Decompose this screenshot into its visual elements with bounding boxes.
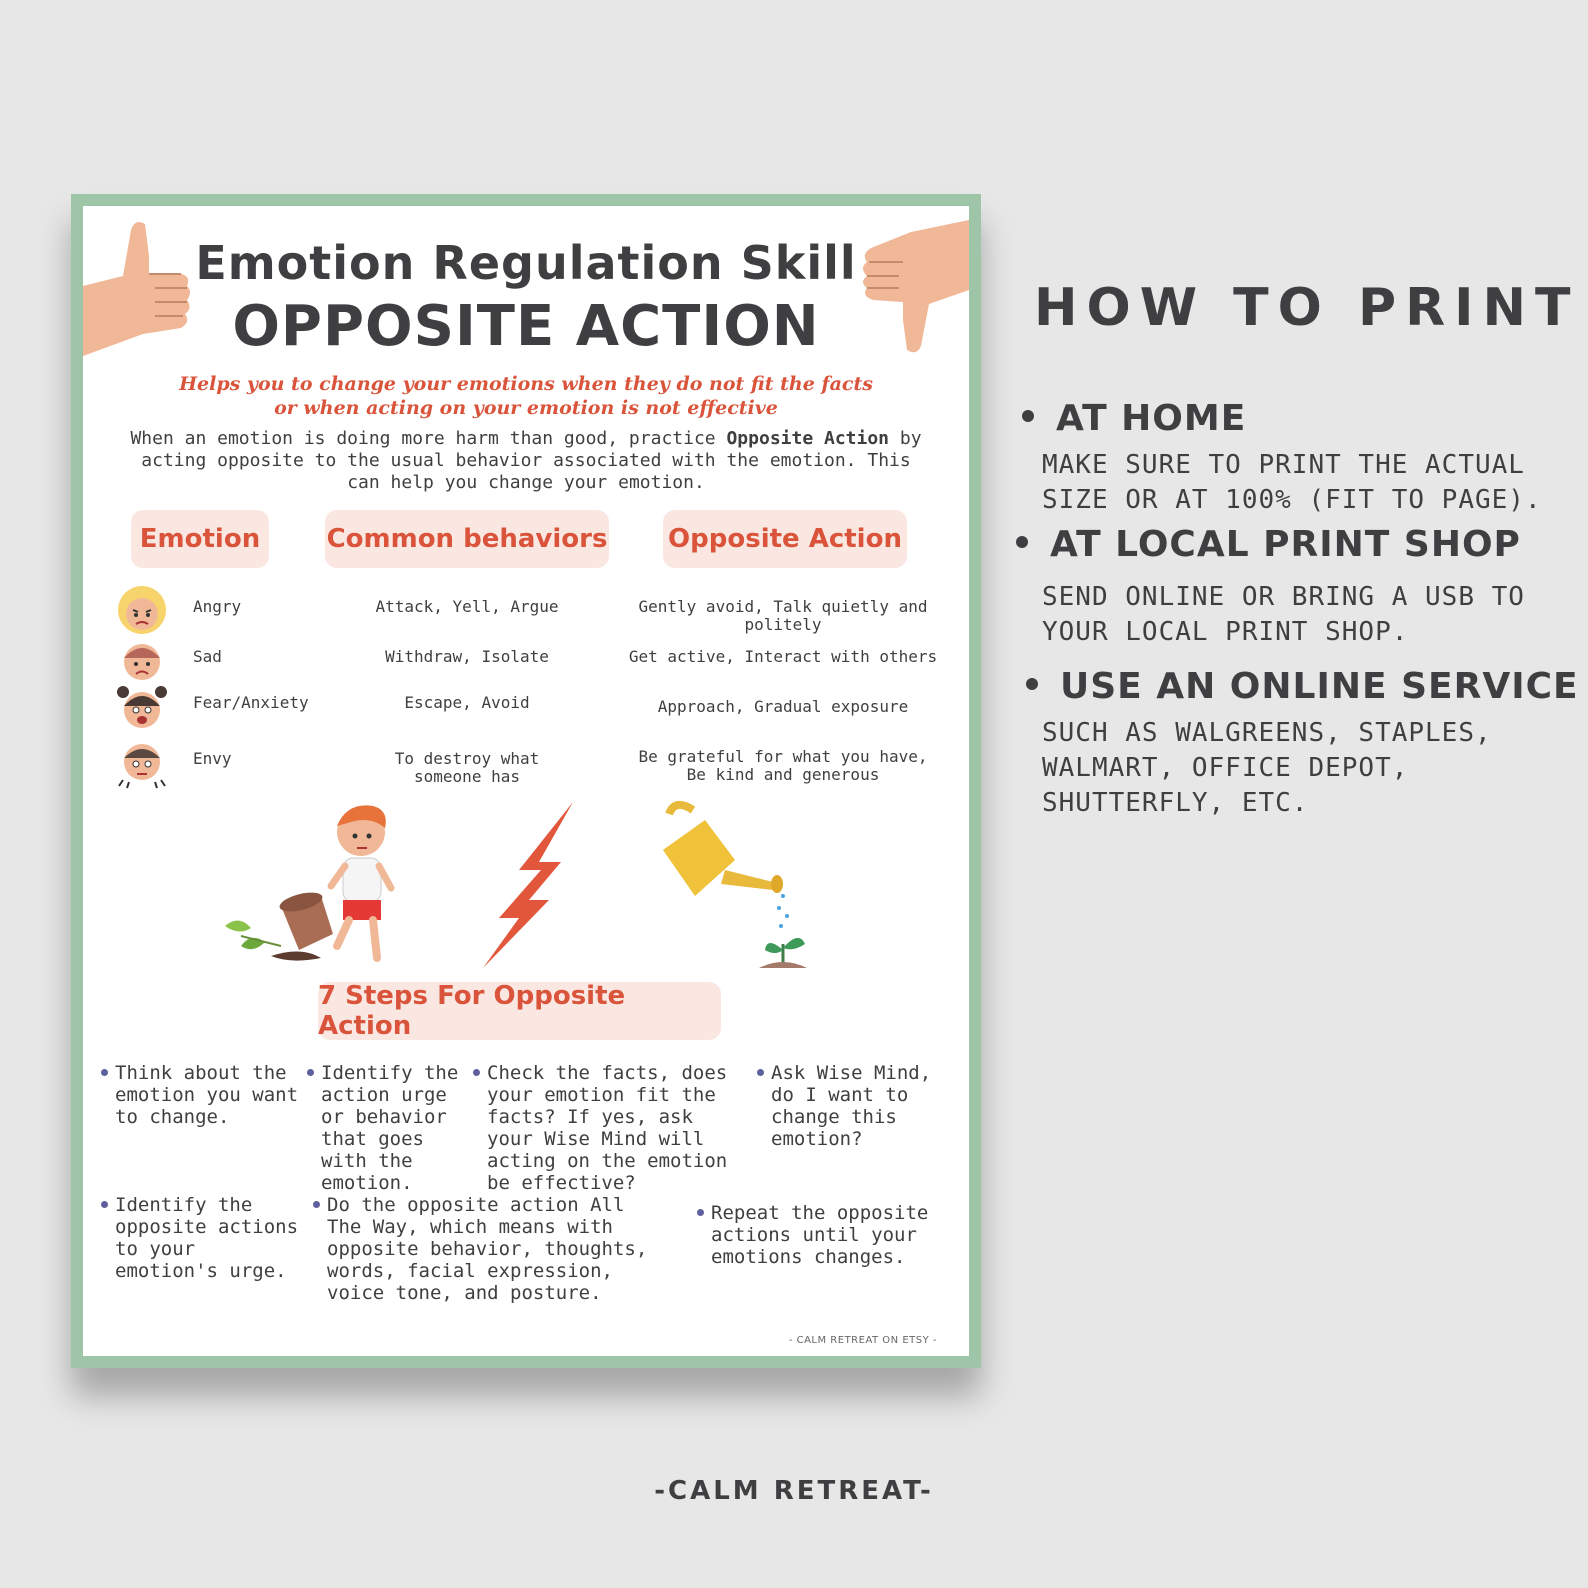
how-to-print-title: HOW TO PRINT (1034, 278, 1580, 338)
step-item (313, 1194, 653, 1304)
opposite-line: Be kind and generous (686, 765, 880, 784)
opposite-cell: Gently avoid, Talk quietly and politely (638, 597, 928, 634)
behavior-line: To destroy what (394, 749, 540, 768)
bullet-icon (313, 1201, 320, 1208)
step-text: Identify the action urge or behavior that goes with the emotion. (321, 1062, 459, 1194)
emotion-label: Fear/Anxiety (193, 693, 309, 712)
poster-frame (71, 194, 981, 1368)
lightning-bolt-icon (479, 800, 579, 970)
print-option-home-text (1042, 448, 1542, 518)
emotion-label: Sad (193, 647, 222, 666)
behavior-cell: Attack, Yell, Argue (375, 597, 559, 616)
behavior-cell: Withdraw, Isolate (385, 647, 549, 666)
step-item (101, 1194, 301, 1282)
step-item (757, 1062, 947, 1150)
subtitle-line: Helps you to change your emotions when they do not fit the facts (179, 373, 873, 395)
subtitle-line: or when acting on your emotion is not effective (274, 397, 778, 419)
behavior-cell: Escape, Avoid (404, 693, 530, 712)
intro-text: When an emotion is doing more harm than good, practice (130, 428, 727, 449)
emotion-label: Envy (193, 749, 232, 768)
step-text: Check the facts, does your emotion fit the facts? If yes, ask your Wise Mind will acting on the emotion be effective? (487, 1062, 728, 1194)
step-text: Repeat the opposite actions until your emotions changes. (711, 1202, 929, 1268)
print-option-title: AT HOME (1056, 398, 1247, 439)
bullet-icon (1016, 536, 1028, 548)
print-option-line: SUCH AS WALGREENS, STAPLES, (1042, 718, 1492, 748)
print-option-line: MAKE SURE TO PRINT THE ACTUAL (1042, 450, 1525, 480)
envy-face-icon (107, 736, 177, 792)
print-option-title: USE AN ONLINE SERVICE (1060, 666, 1579, 707)
step-text: Think about the emotion you want to change. (115, 1062, 299, 1128)
bullet-icon (101, 1201, 108, 1208)
opposite-cell: Get active, Interact with others (628, 647, 938, 666)
opposite-line: Be grateful for what you have, (638, 747, 928, 766)
column-header-opposite: Opposite Action (663, 510, 907, 568)
intro-text: by acting opposite to the usual behavior associated with the emotion. This can help you change your emotion. (141, 428, 922, 493)
bullet-icon (1022, 410, 1034, 422)
emotion-label: Angry (193, 597, 242, 616)
poster-subtitle (163, 372, 889, 420)
bullet-icon (697, 1209, 704, 1216)
column-header-behaviors: Common behaviors (325, 510, 609, 568)
bullet-icon (1026, 678, 1038, 690)
opposite-cell: Approach, Gradual exposure (657, 697, 909, 716)
behavior-line: someone has (414, 767, 520, 786)
print-option-shop (1016, 524, 1521, 565)
print-option-title: AT LOCAL PRINT SHOP (1050, 524, 1521, 565)
step-text: Do the opposite action All The Way, which means with opposite behavior, thoughts, words, facial expression, voice tone, and posture. (327, 1194, 648, 1304)
print-option-online-text (1042, 716, 1492, 821)
step-text: Ask Wise Mind, do I want to change this emotion? (771, 1062, 932, 1150)
step-item (473, 1062, 749, 1194)
bullet-icon (473, 1069, 480, 1076)
angry-face-icon (107, 584, 177, 640)
scared-face-icon (107, 680, 177, 736)
print-option-shop-text (1042, 580, 1525, 650)
column-header-emotion: Emotion (131, 510, 269, 568)
bullet-icon (101, 1069, 108, 1076)
brand-footer: -CALM RETREAT- (654, 1476, 934, 1506)
poster-credit: - CALM RETREAT ON ETSY - (788, 1335, 937, 1346)
steps-heading: 7 Steps For Opposite Action (318, 982, 721, 1040)
opposite-cell (623, 748, 943, 784)
print-option-line: SHUTTERFLY, ETC. (1042, 788, 1309, 818)
bullet-icon (757, 1069, 764, 1076)
watering-can-illustration (655, 800, 825, 970)
poster-heading: OPPOSITE ACTION (232, 294, 820, 359)
print-option-online (1026, 666, 1579, 707)
print-option-line: SIZE OR AT 100% (FIT TO PAGE). (1042, 485, 1542, 515)
bullet-icon (307, 1069, 314, 1076)
boy-kicking-pot-illustration (221, 796, 421, 976)
intro-bold: Opposite Action (726, 428, 890, 449)
step-item (101, 1062, 301, 1128)
print-option-line: YOUR LOCAL PRINT SHOP. (1042, 617, 1409, 647)
behavior-cell (325, 750, 609, 786)
step-item (697, 1202, 937, 1268)
poster-title: Emotion Regulation Skill (195, 236, 857, 290)
step-item (307, 1062, 469, 1194)
step-text: Identify the opposite actions to your emotion's urge. (115, 1194, 299, 1282)
poster-intro (123, 428, 929, 494)
print-option-line: WALMART, OFFICE DEPOT, (1042, 753, 1409, 783)
poster-paper (83, 206, 969, 1356)
print-option-home (1022, 398, 1246, 439)
print-option-line: SEND ONLINE OR BRING A USB TO (1042, 582, 1525, 612)
